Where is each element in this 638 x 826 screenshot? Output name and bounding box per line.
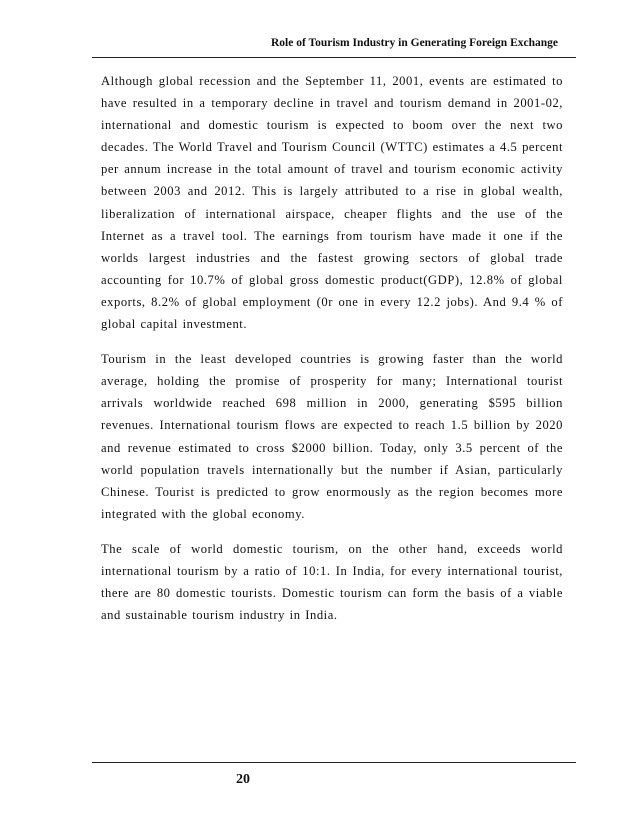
paragraph-global-tourism-outlook: Although global recession and the September 11, 2001, events are estimated to have resulted in a temporary decline in travel and tourism demand in 2001-02, international and domestic tourism is expected to boom over the next two decades. The World Travel and Tourism Council (WTTC) estimates a 4.5 percent per annum increase in the total amount of travel and tourism economic activity between 2003 and 2012. This is largely attributed to a rise in global wealth, liberalization of international airspace, cheaper flights and the use of the Internet as a travel tool. The earnings from tourism have made it one if the worlds largest industries and the fastest growing sectors of global trade accounting for 10.7% of global gross domestic product(GDP), 12.8% of global exports, 8.2% of global employment (0r one in every 12.2 jobs). And 9.4 % of global capital investment.	[101, 74, 563, 332]
paragraph-developing-countries-tourism: Tourism in the least developed countries is growing faster than the world average, holding the promise of prosperity for many; International tourist arrivals worldwide reached 698 million in 2000, generating $595 billion revenues. International tourism flows are expected to reach 1.5 billion by 2020 and revenue estimated to cross $2000 billion. Today, only 3.5 percent of the world population travels internationally but the number if Asian, particularly Chinese. Tourist is predicted to grow enormously as the region becomes more integrated with the global economy.	[101, 352, 563, 521]
running-header-title: Role of Tourism Industry in Generating Foreign Exchange	[271, 37, 558, 49]
footer-divider	[92, 762, 576, 763]
page-body	[101, 70, 563, 639]
header-divider	[92, 57, 576, 58]
page-number: 20	[236, 772, 250, 787]
paragraph-domestic-tourism: The scale of world domestic tourism, on the other hand, exceeds world international tourism by a ratio of 10:1. In India, for every international tourist, there are 80 domestic tourists. Domestic tourism can form the basis of a viable and sustainable tourism industry in India.	[101, 541, 563, 623]
